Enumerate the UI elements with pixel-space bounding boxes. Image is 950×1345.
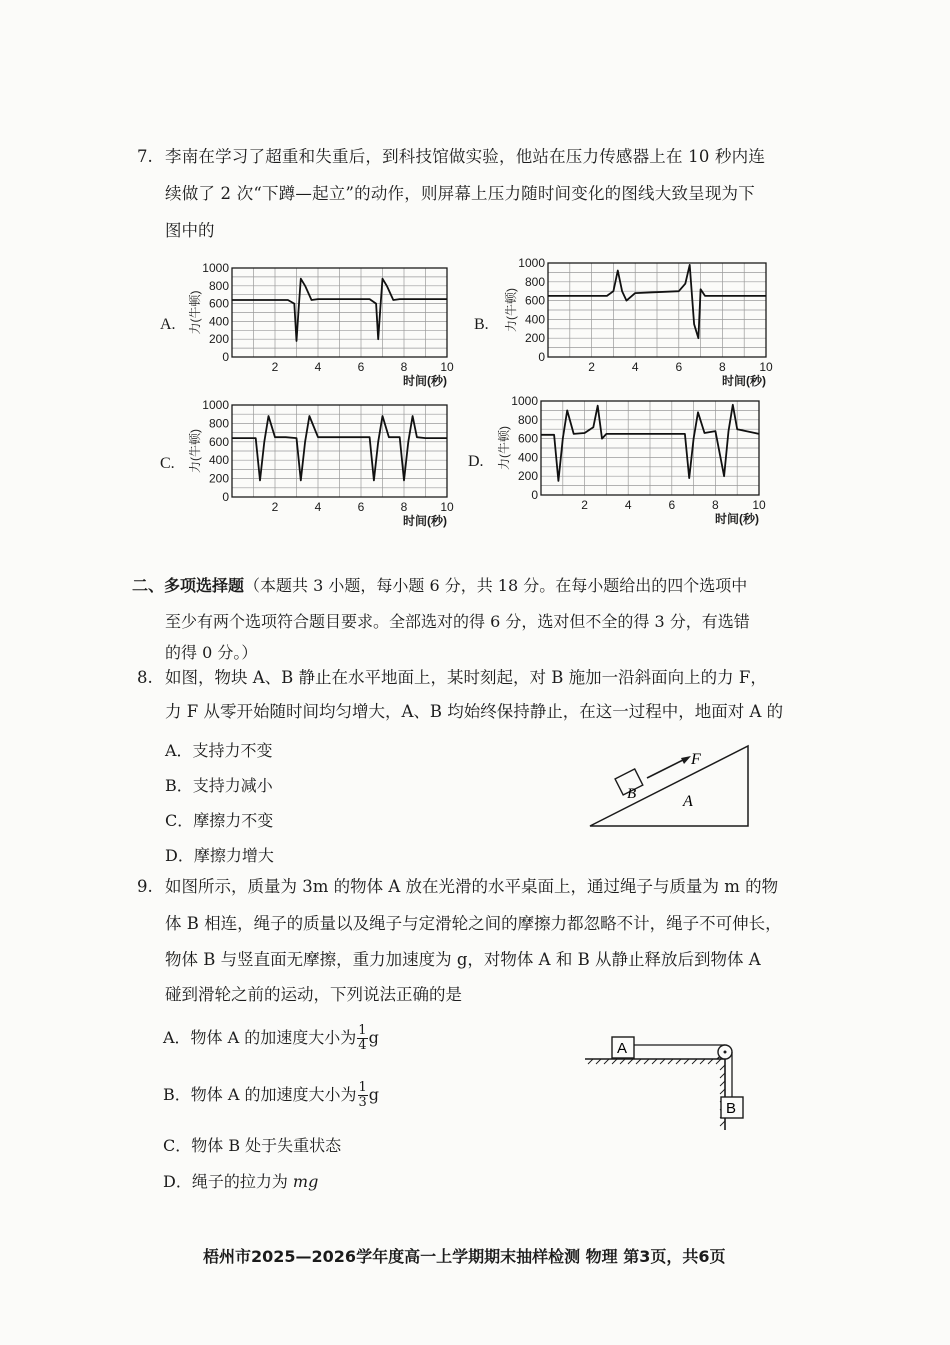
x-tick-label: 8 bbox=[400, 500, 408, 514]
fraction-numerator: 1 bbox=[358, 1080, 367, 1095]
chart-a bbox=[185, 255, 465, 390]
y-tick-label: 800 bbox=[517, 412, 538, 427]
q9-pulley-figure bbox=[580, 1030, 750, 1130]
x-tick-label: 10 bbox=[440, 360, 454, 374]
x-tick-label: 4 bbox=[631, 360, 639, 374]
x-tick-label: 2 bbox=[271, 360, 279, 374]
force-f-label: F bbox=[691, 751, 701, 768]
x-tick-label: 8 bbox=[719, 360, 726, 374]
y-tick-label: 800 bbox=[524, 274, 545, 289]
q9-option-a-text: A．物体 A 的加速度大小为 bbox=[163, 1028, 357, 1047]
y-axis-label: 力(牛顿) bbox=[188, 290, 202, 335]
q8-line1: 如图，物块 A、B 静止在水平地面上，某时刻起，对 B 施加一沿斜面向上的力 F， bbox=[165, 668, 767, 687]
x-tick-label: 10 bbox=[440, 500, 454, 514]
q9-option-d-text: D．绳子的拉力为 bbox=[163, 1172, 293, 1191]
y-tick-label: 800 bbox=[208, 416, 229, 431]
section2-title: 二、多项选择题 bbox=[132, 576, 245, 595]
block-b-label: B bbox=[627, 786, 637, 802]
y-tick-label: 600 bbox=[208, 296, 229, 311]
chart-d bbox=[493, 393, 778, 528]
y-tick-label: 0 bbox=[538, 350, 545, 364]
q7-line3: 图中的 bbox=[165, 221, 215, 240]
section2-instructions-2: 至少有两个选项符合题目要求。全部选对的得 6 分，选对但不全的得 3 分，有选错 bbox=[165, 612, 750, 631]
q9-option-a-g: g bbox=[368, 1028, 379, 1047]
x-tick-label: 6 bbox=[357, 500, 365, 514]
page-footer: 梧州市2025—2026学年度高一上学期期末抽样检测 物理 第3页，共6页 bbox=[203, 1247, 726, 1266]
y-tick-label: 600 bbox=[208, 434, 229, 449]
y-tick-label: 1000 bbox=[518, 256, 545, 270]
y-tick-label: 600 bbox=[517, 431, 538, 446]
x-axis-label: 时间(秒) bbox=[722, 374, 766, 388]
y-tick-label: 200 bbox=[208, 332, 229, 347]
y-tick-label: 0 bbox=[531, 488, 538, 502]
q7-line1: 李南在学习了超重和失重后，到科技馆做实验，他站在压力传感器上在 10 秒内连 bbox=[165, 147, 766, 166]
q8-option-c: C．摩擦力不变 bbox=[165, 811, 274, 830]
q9-option-b-text: B．物体 A 的加速度大小为 bbox=[163, 1085, 357, 1104]
y-tick-label: 200 bbox=[208, 471, 229, 486]
q7-line2: 续做了 2 次“下蹲—起立”的动作，则屏幕上压力随时间变化的图线大致呈现为下 bbox=[165, 184, 755, 203]
y-tick-label: 0 bbox=[222, 490, 229, 504]
y-tick-label: 800 bbox=[208, 278, 229, 293]
x-tick-label: 10 bbox=[752, 498, 766, 512]
x-tick-label: 2 bbox=[271, 500, 279, 514]
y-tick-label: 1000 bbox=[202, 261, 229, 275]
y-tick-label: 400 bbox=[524, 312, 545, 327]
y-tick-label: 600 bbox=[524, 293, 545, 308]
pulley-axle bbox=[724, 1051, 727, 1054]
x-tick-label: 2 bbox=[588, 360, 595, 374]
q7-option-a-label: A. bbox=[160, 316, 176, 333]
y-axis-label: 力(牛顿) bbox=[188, 429, 202, 473]
incline-a bbox=[590, 746, 748, 826]
y-axis-label: 力(牛顿) bbox=[497, 426, 511, 470]
q8-line2: 力 F 从零开始随时间均匀增大，A、B 均始终保持静止，在这一过程中，地面对 A 的 bbox=[165, 702, 784, 721]
chart-c bbox=[185, 395, 465, 530]
q9-option-b-g: g bbox=[368, 1085, 380, 1104]
section2-header bbox=[132, 573, 747, 596]
q9-option-d bbox=[163, 1169, 318, 1192]
x-axis-label: 时间(秒) bbox=[403, 514, 447, 528]
q7-option-d-label: D. bbox=[468, 453, 484, 470]
force-f-arrowhead bbox=[681, 756, 691, 764]
q9-number: 9. bbox=[137, 877, 153, 896]
section2-instructions-1: （本题共 3 小题，每小题 6 分，共 18 分。在每小题给出的四个选项中 bbox=[244, 576, 748, 595]
x-tick-label: 4 bbox=[314, 360, 322, 374]
y-tick-label: 200 bbox=[524, 331, 545, 346]
y-tick-label: 400 bbox=[208, 314, 229, 329]
x-axis-label: 时间(秒) bbox=[715, 512, 759, 526]
q9-line3: 物体 B 与竖直面无摩擦，重力加速度为 g，对物体 A 和 B 从静止释放后到物体 A bbox=[165, 950, 761, 969]
q9-option-a bbox=[163, 1024, 379, 1053]
x-axis-label: 时间(秒) bbox=[403, 374, 447, 388]
table-hatching bbox=[588, 1059, 725, 1126]
q9-option-d-var: mg bbox=[292, 1172, 319, 1191]
x-tick-label: 6 bbox=[357, 360, 365, 374]
block-a-label: A bbox=[617, 1040, 628, 1057]
q9-option-b bbox=[163, 1081, 379, 1110]
chart-b bbox=[496, 255, 781, 390]
force-f-arrow bbox=[647, 759, 685, 778]
section2-instructions-3: 的得 0 分。） bbox=[165, 643, 258, 662]
x-tick-label: 4 bbox=[624, 498, 632, 512]
q7-option-b-label: B. bbox=[474, 316, 489, 333]
q8-incline-figure bbox=[585, 740, 760, 832]
q7-option-c-label: C. bbox=[160, 455, 175, 472]
block-b-label: B bbox=[726, 1100, 737, 1117]
fraction-denominator: 3 bbox=[358, 1095, 367, 1110]
x-tick-label: 6 bbox=[668, 498, 676, 512]
q9-option-b-fraction bbox=[358, 1081, 368, 1110]
y-tick-label: 200 bbox=[517, 469, 538, 484]
q8-option-a: A．支持力不变 bbox=[165, 741, 273, 760]
q7-number: 7. bbox=[137, 147, 153, 166]
x-tick-label: 10 bbox=[759, 360, 773, 374]
q8-option-b: B．支持力减小 bbox=[165, 776, 273, 795]
y-tick-label: 400 bbox=[208, 453, 229, 468]
x-tick-label: 4 bbox=[314, 500, 322, 514]
y-tick-label: 0 bbox=[222, 350, 229, 364]
x-tick-label: 8 bbox=[712, 498, 719, 512]
q8-number: 8. bbox=[137, 668, 153, 687]
y-tick-label: 1000 bbox=[511, 394, 538, 408]
y-tick-label: 400 bbox=[517, 450, 538, 465]
q9-line2: 体 B 相连，绳子的质量以及绳子与定滑轮之间的摩擦力都忽略不计，绳子不可伸长， bbox=[165, 914, 782, 933]
q9-option-c: C．物体 B 处于失重状态 bbox=[163, 1136, 342, 1155]
fraction-numerator: 1 bbox=[358, 1023, 367, 1038]
x-tick-label: 8 bbox=[400, 360, 408, 374]
y-tick-label: 1000 bbox=[202, 398, 229, 412]
x-tick-label: 6 bbox=[675, 360, 683, 374]
q8-option-d: D．摩擦力增大 bbox=[165, 846, 274, 865]
y-axis-label: 力(牛顿) bbox=[504, 288, 518, 332]
fraction-denominator: 4 bbox=[358, 1038, 367, 1053]
q9-line4: 碰到滑轮之前的运动，下列说法正确的是 bbox=[165, 985, 462, 1004]
block-a-label: A bbox=[683, 793, 693, 810]
x-tick-label: 2 bbox=[581, 498, 588, 512]
q9-option-a-fraction bbox=[357, 1024, 367, 1053]
q9-line1: 如图所示，质量为 3m 的物体 A 放在光滑的水平桌面上，通过绳子与质量为 m 的物 bbox=[165, 877, 779, 896]
